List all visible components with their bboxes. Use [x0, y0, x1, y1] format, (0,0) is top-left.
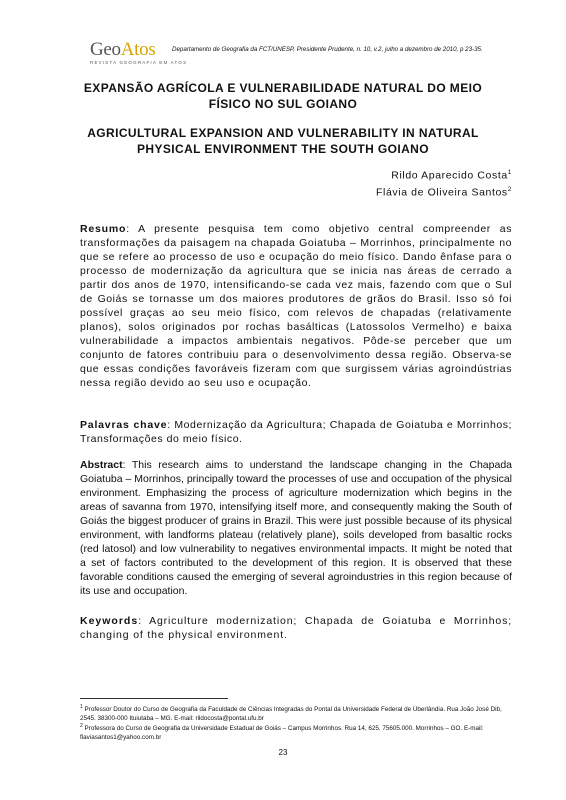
footnote-divider [80, 698, 228, 699]
footnote-1 [80, 703, 512, 723]
footnote-mark: 1 [80, 704, 83, 710]
logo-text-atos: Atos [120, 39, 156, 60]
title-english: AGRICULTURAL EXPANSION AND VULNERABILITY IN NATURAL PHYSICAL ENVIRONMENT THE SOUTH GOIANO [87, 126, 479, 156]
author-2 [376, 183, 512, 200]
authors [376, 166, 512, 199]
page-number: 23 [278, 748, 288, 757]
footnote-text: Professor Doutor do Curso de Geografia da Faculdade de Ciências Integradas do Pontal da Universidade Federal de Uberlândia. Rua João José Dib, 2545. 38300-000 Ituiutaba – MG. E-mail: rildocosta@pontal.ufu.br [80, 706, 502, 723]
footnote-mark: 1 [507, 169, 512, 176]
abstract-text: : This research aims to understand the landscape changing in the Chapada Goiatuba – Morrinhos, principally toward the processes of use and occupation of the physical environment. Emphasizing the process of agriculture modernization which begins in the areas of savanna from 1970, intensifying itself more, and consequently making the South of Goiás the biggest producer of grains in Brazil. This were just possible because of its physical environment, with landforms plateau (relatively plane), soils developed from basaltic rocks (red latosol) and low vulnerability to negatives environmental impacts. It might be noted that a set of factors contributed to the development of this region. It is observed that these favorable conditions caused the emerging of several agroindustries in this region because of its use and occupation. [80, 459, 512, 597]
author-name: Flávia de Oliveira Santos [376, 186, 508, 198]
palavras-chave-paragraph [80, 418, 512, 446]
keywords-label: Keywords [80, 615, 139, 627]
page-header [90, 40, 530, 70]
keywords-paragraph [80, 614, 512, 642]
palavras-chave-label: Palavras chave [80, 419, 168, 431]
footnote-mark: 2 [507, 185, 512, 193]
resumo-label: Resumo [80, 223, 127, 235]
footnote-2 [80, 722, 512, 742]
abstract-paragraph [80, 458, 512, 598]
logo-text-geo: Geo [90, 39, 121, 60]
abstract-label: Abstract [80, 459, 123, 471]
title-portuguese: EXPANSÃO AGRÍCOLA E VULNERABILIDADE NATURAL DO MEIO FÍSICO NO SUL GOIANO [83, 81, 483, 111]
author-name: Rildo Aparecido Costa [391, 169, 508, 182]
logo-tagline: REVISTA GEOGRAFIA EM ATOS [90, 60, 188, 65]
resumo-text: : A presente pesquisa tem como objetivo central compreender as transformações da paisagem na chapada Goiatuba – Morrinhos, principalmente no que se refere ao processo de uso e ocupação do meio físico. Dando ênfase para o processo de modernização da agricultura que se inicia nas áreas de cerrado a partir dos anos de 1970, intensificando-se cada vez mais, fazendo com que o Sul de Goiás se tornasse um dos maiores produtores de grãos do Brasil. Isso só foi possível graças ao seu meio físico, com relevos de chapadas (relativamente planos), solos originados por rochas basálticas (Latossolos Vermelho) e baixa vulnerabilidade a impactos ambientais negativos. Pôde-se perceber que um conjunto de fatores contribuiu para o desenvolvimento dessa região. Observa-se que essas condições favoráveis fizeram com que surgissem várias agroindústrias nessa região devido ao seu uso e ocupação. [80, 223, 512, 389]
resumo-paragraph [80, 222, 512, 390]
keywords-text: : Agriculture modernization; Chapada de Goiatuba e Morrinhos; changing of the physical environment. [80, 615, 512, 641]
author-1 [376, 166, 512, 183]
footnote-text: Professora do Curso de Geografia da Universidade Estadual de Goiás – Campus Morrinhos. Rua 14, 625. 75605.000. Morrinhos – GO. E-mail: flaviasantos1@yahoo.com.br [80, 725, 484, 742]
journal-reference: Departamento de Geografia da FCT/UNESP, Presidente Prudente, n. 10, v.2, julho a dezembro de 2010, p 23-35. [172, 46, 483, 53]
palavras-chave-text: : Modernização da Agricultura; Chapada de Goiatuba e Morrinhos; Transformações do meio físico. [80, 419, 512, 445]
footnote-mark: 2 [80, 723, 83, 729]
